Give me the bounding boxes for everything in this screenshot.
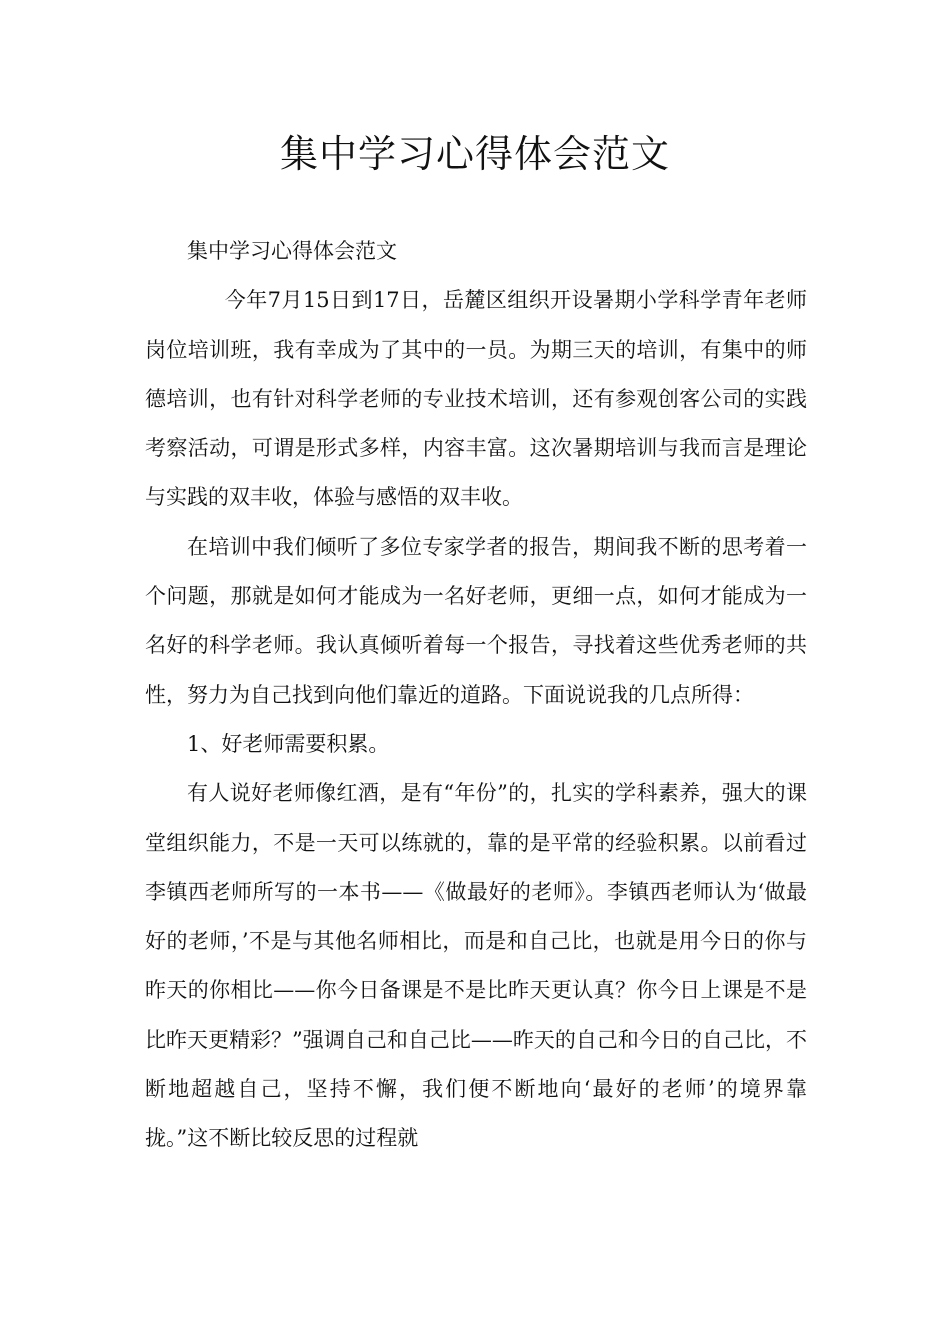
paragraph-point-1-heading: 1、好老师需要积累。: [187, 731, 390, 756]
body-heading-paragraph: 集中学习心得体会范文: [187, 239, 397, 263]
document-title: 集中学习心得体会范文: [279, 132, 670, 176]
document-body: [145, 227, 807, 1164]
paragraph-point-1-body: 有人说好老师像红酒，是有“年份”的，扎实的学科素养，强大的课堂组织能力，不是一天可以练就的，靠的是平常的经验积累。以前看过李镇西老师所写的一本书——《做最好的老师》。李镇西老师认为‘做最好的老师，’不是与其他名师相比，而是和自己比，也就是用今日的你与昨天的你相比——你今日备课是不是比昨天更认真？你今日上课是不是比昨天更精彩？”强调自己和自己比——昨天的自己和今日的自己比，不断地超越自己，坚持不懈，我们便不断地向‘最好的老师’的境界靠拢。”这不断比较反思的过程就: [145, 781, 807, 1151]
paragraph-reflection: 在培训中我们倾听了多位专家学者的报告，期间我不断的思考着一个问题，那就是如何才能成为一名好老师，更细一点，如何才能成为一名好的科学老师。我认真倾听着每一个报告，寻找着这些优秀老师的共性，努力为自己找到向他们靠近的道路。下面说说我的几点所得：: [145, 534, 807, 707]
paragraph-intro: 今年7月15日到17日，岳麓区组织开设暑期小学科学青年老师岗位培训班，我有幸成为了其中的一员。为期三天的培训，有集中的师德培训，也有针对科学老师的专业技术培训，还有参观创客公司的实践考察活动，可谓是形式多样，内容丰富。这次暑期培训与我而言是理论与实践的双丰收，体验与感悟的双丰收。: [145, 288, 807, 510]
